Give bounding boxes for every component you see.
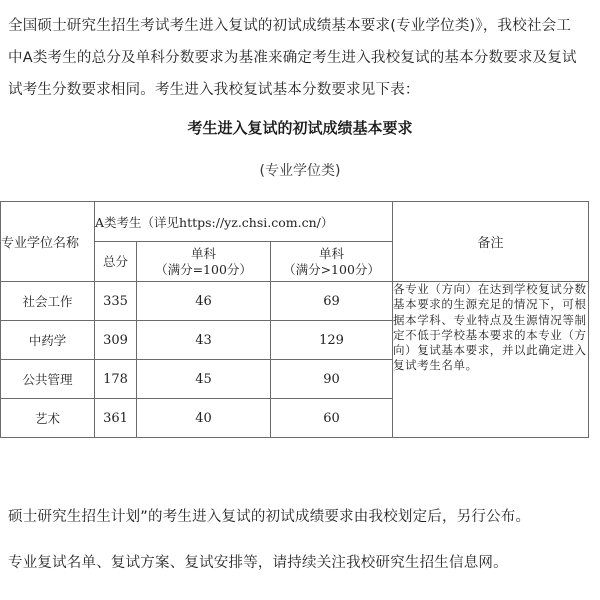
- row-single-subject-over-100: 60: [271, 399, 393, 438]
- table-subheading: (专业学位类): [259, 163, 341, 179]
- header-single-subject-100: 单科 （满分=100分）: [137, 242, 271, 282]
- row-major-name: 社会工作: [1, 282, 95, 321]
- intro-line-2: 中A类考生的总分及单科分数要求为基准来确定考生进入我校复试的基本分数要求及复试: [8, 50, 577, 66]
- row-total: 178: [95, 360, 137, 399]
- row-total: 335: [95, 282, 137, 321]
- remarks-text: 各专业（方向）在达到学校复试分数基本要求的生源充足的情况下，可根据本学科、专业特点及生源情况等制定不低于学校基本要求的本专业（方向）复试基本要求，并以此确定进入复试考生名单。: [393, 282, 589, 438]
- header-single-subject-over-100: 单科 （满分>100分）: [271, 242, 393, 282]
- header-remarks: 备注: [393, 202, 589, 282]
- row-single-subject-over-100: 90: [271, 360, 393, 399]
- intro-line-1: 全国硕士研究生招生考试考生进入复试的初试成绩基本要求(专业学位类)》，我校社会工: [8, 18, 572, 34]
- row-single-subject-over-100: 129: [271, 321, 393, 360]
- row-total: 309: [95, 321, 137, 360]
- row-single-subject-100: 40: [137, 399, 271, 438]
- row-single-subject-100: 46: [137, 282, 271, 321]
- score-requirements-table: [0, 201, 589, 438]
- table-row: [1, 282, 589, 321]
- header-major: 专业学位名称: [1, 202, 95, 282]
- intro-line-3: 试考生分数要求相同。考生进入我校复试基本分数要求见下表：: [8, 82, 420, 98]
- row-major-name: 中药学: [1, 321, 95, 360]
- table-heading: 考生进入复试的初试成绩基本要求: [187, 119, 413, 137]
- row-single-subject-over-100: 69: [271, 282, 393, 321]
- row-total: 361: [95, 399, 137, 438]
- footer-line-2: 专业复试名单、复试方案、复试安排等，请持续关注我校研究生招生信息网。: [8, 555, 508, 571]
- row-major-name: 公共管理: [1, 360, 95, 399]
- row-single-subject-100: 45: [137, 360, 271, 399]
- row-single-subject-100: 43: [137, 321, 271, 360]
- footer-line-1: 硕士研究生招生计划”的考生进入复试的初试成绩要求由我校划定后，另行公布。: [8, 509, 531, 525]
- header-group-a: A类考生（详见https://yz.chsi.com.cn/）: [95, 202, 393, 242]
- row-major-name: 艺术: [1, 399, 95, 438]
- header-total: 总分: [95, 242, 137, 282]
